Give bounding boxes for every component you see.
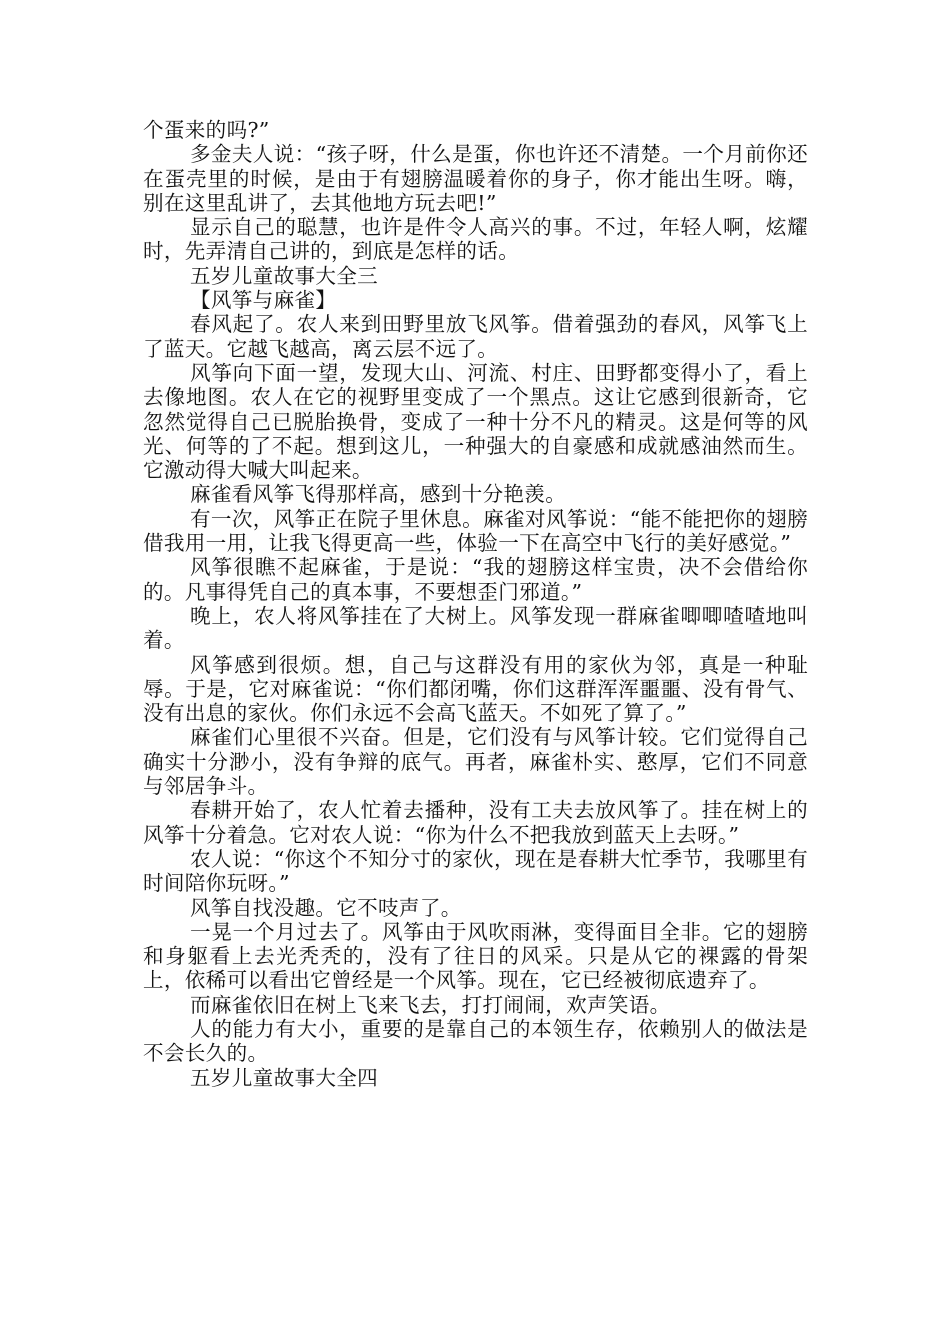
paragraph: 个蛋来的吗?” bbox=[143, 118, 270, 142]
paragraph: 农人说：“你这个不知分寸的家伙，现在是春耕大忙季节，我哪里有时间陪你玩呀。” bbox=[143, 846, 808, 896]
paragraph: 春风起了。农人来到田野里放飞风筝。借着强劲的春风，风筝飞上了蓝天。它越飞越高，离云层不远了。 bbox=[143, 312, 808, 361]
paragraph: 多金夫人说：“孩子呀，什么是蛋，你也许还不清楚。一个月前你还在蛋壳里的时候，是由于有翅膀温暖着你的身子，你才能出生呀。嗨，别在这里乱讲了，去其他地方玩去吧!” bbox=[143, 142, 808, 215]
paragraph: 风筝感到很烦。想，自己与这群没有用的家伙为邻，真是一种耻辱。于是，它对麻雀说：“你们都闭嘴，你们这群浑浑噩噩、没有骨气、没有出息的家伙。你们永远不会高飞蓝天。不如死了算了。” bbox=[143, 652, 808, 726]
paragraph: 而麻雀依旧在树上飞来飞去，打打闹闹，欢声笑语。 bbox=[190, 992, 671, 1017]
paragraph: 风筝很瞧不起麻雀，于是说：“我的翅膀这样宝贵，决不会借给你的。凡事得凭自己的真本事，不要想歪门邪道。” bbox=[143, 555, 808, 604]
story-title: 【风筝与麻雀】 bbox=[190, 288, 337, 313]
paragraph: 人的能力有大小，重要的是靠自己的本领生存，依赖别人的做法是不会长久的。 bbox=[143, 1016, 808, 1066]
paragraph: 一晃一个月过去了。风筝由于风吹雨淋，变得面目全非。它的翅膀和身躯看上去光秃秃的，没有了往日的风采。只是从它的裸露的骨架上，依稀可以看出它曾经是一个风筝。现在，它已经被彻底遗弃了。 bbox=[143, 919, 808, 993]
document-body bbox=[143, 118, 808, 1090]
section-heading: 五岁儿童故事大全三 bbox=[190, 263, 379, 288]
paragraph: 显示自己的聪慧，也许是件令人高兴的事。不过，年轻人啊，炫耀时，先弄清自己讲的，到底是怎样的话。 bbox=[143, 215, 808, 264]
paragraph: 晚上，农人将风筝挂在了大树上。风筝发现一群麻雀唧唧喳喳地叫着。 bbox=[143, 603, 808, 653]
paragraph: 风筝自找没趣。它不吱声了。 bbox=[190, 895, 462, 920]
paragraph: 春耕开始了，农人忙着去播种，没有工夫去放风筝了。挂在树上的风筝十分着急。它对农人说：“你为什么不把我放到蓝天上去呀。” bbox=[143, 798, 808, 847]
paragraph: 风筝向下面一望，发现大山、河流、村庄、田野都变得小了，看上去像地图。农人在它的视野里变成了一个黑点。这让它感到很新奇，它忽然觉得自己已脱胎换骨，变成了一种十分不凡的精灵。这是何等的风光、何等的了不起。想到这儿，一种强大的自豪感和成就感油然而生。它激动得大喊大叫起来。 bbox=[143, 360, 808, 483]
paragraph: 麻雀们心里很不兴奋。但是，它们没有与风筝计较。它们觉得自己确实十分渺小，没有争辩的底气。再者，麻雀朴实、憨厚，它们不同意与邻居争斗。 bbox=[143, 725, 808, 799]
section-heading: 五岁儿童故事大全四 bbox=[190, 1065, 379, 1090]
paragraph: 有一次，风筝正在院子里休息。麻雀对风筝说：“能不能把你的翅膀借我用一用，让我飞得更高一些，体验一下在高空中飞行的美好感觉。” bbox=[143, 506, 808, 556]
paragraph: 麻雀看风筝飞得那样高，感到十分艳羡。 bbox=[190, 482, 567, 507]
